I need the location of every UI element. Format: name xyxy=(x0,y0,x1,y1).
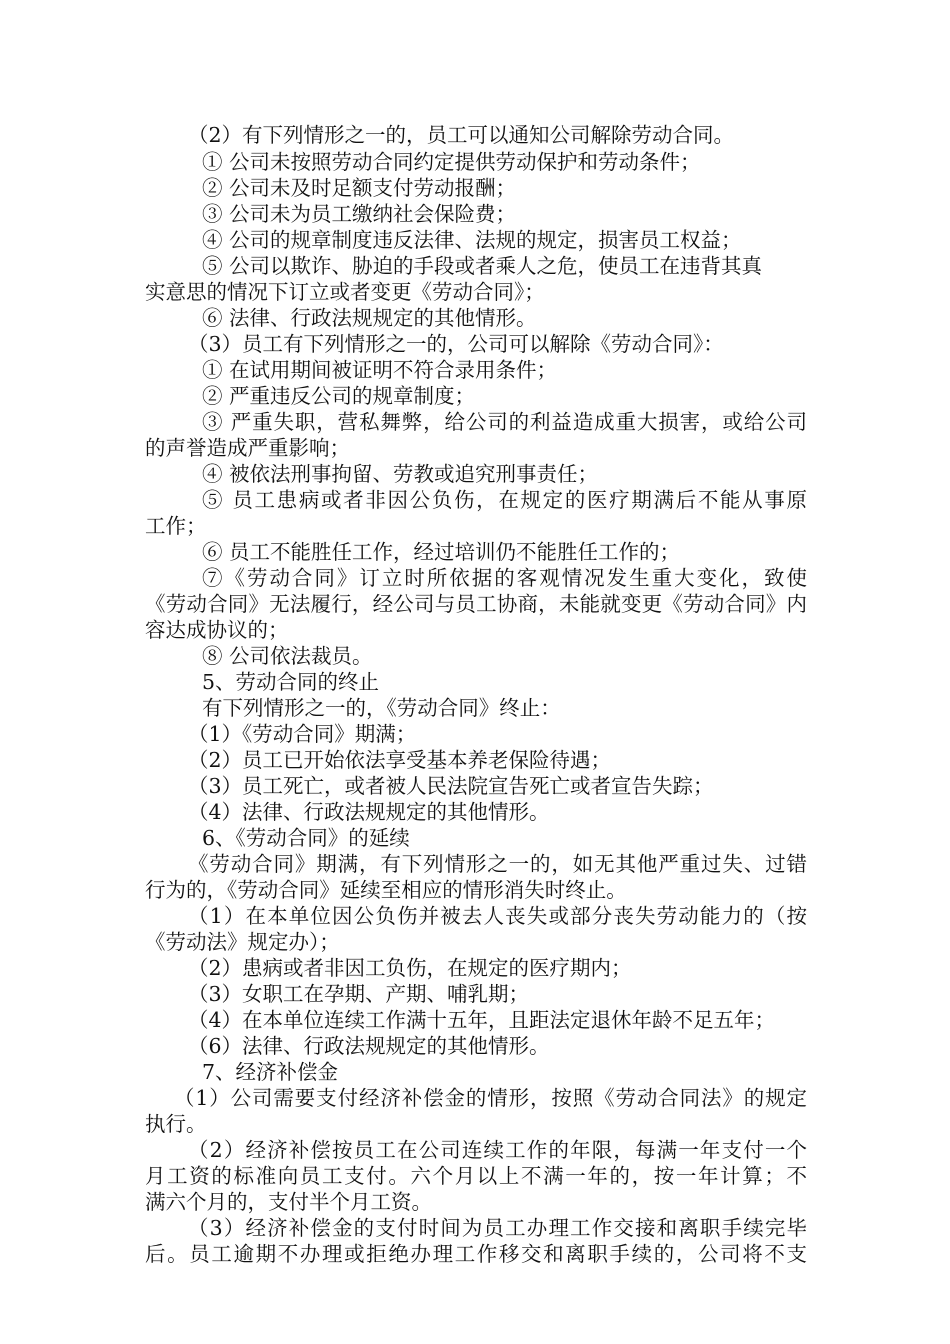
clause-3-item-5-cont: 工作； xyxy=(145,514,207,538)
clause-2-item-4: ④ 公司的规章制度违反法律、法规的规定，损害员工权益； xyxy=(202,228,742,252)
section-6-item-2: （2）患病或者非因工负伤，在规定的医疗期内； xyxy=(188,956,632,980)
clause-2-item-5-cont: 实意思的情况下订立或者变更《劳动合同》； xyxy=(145,280,545,304)
clause-3-item-3-cont: 的声誉造成严重影响； xyxy=(145,436,350,460)
clause-3-item-1: ① 在试用期间被证明不符合录用条件； xyxy=(202,358,558,382)
section-5-intro: 有下列情形之一的，《劳动合同》终止： xyxy=(202,696,561,720)
section-6-item-4: （4）在本单位连续工作满十五年，且距法定退休年龄不足五年； xyxy=(188,1008,776,1032)
section-7-item-3: （3）经济补偿金的支付时间为员工办理工作交接和离职手续完毕 xyxy=(188,1216,807,1240)
section-6-item-3: （3）女职工在孕期、产期、哺乳期； xyxy=(188,982,530,1006)
clause-2-heading: （2）有下列情形之一的，员工可以通知公司解除劳动合同。 xyxy=(188,123,735,147)
clause-2-item-2: ② 公司未及时足额支付劳动报酬； xyxy=(202,176,517,200)
clause-3-item-7-cont: 《劳动合同》无法履行，经公司与员工协商，未能就变更《劳动合同》内 xyxy=(145,592,807,616)
clause-3-item-7: ⑦《劳动合同》订立时所依据的客观情况发生重大变化，致使 xyxy=(202,566,807,590)
section-7-item-3-cont: 后。员工逾期不办理或拒绝办理工作移交和离职手续的，公司将不支 xyxy=(145,1242,807,1266)
clause-2-item-6: ⑥ 法律、行政法规规定的其他情形。 xyxy=(202,306,537,330)
clause-3-item-4: ④ 被依法刑事拘留、劳教或追究刑事责任； xyxy=(202,462,599,486)
section-7-item-1-cont: 执行。 xyxy=(145,1112,207,1136)
section-6-item-1: （1）在本单位因公负伤并被去人丧失或部分丧失劳动能力的（按 xyxy=(188,904,807,928)
section-7-item-1: （1）公司需要支付经济补偿金的情形，按照《劳动合同法》的规定 xyxy=(174,1086,807,1110)
clause-2-item-5: ⑤ 公司以欺诈、胁迫的手段或者乘人之危，使员工在违背其真 xyxy=(202,254,763,278)
section-5-item-4: （4）法律、行政法规规定的其他情形。 xyxy=(188,800,550,824)
clause-3-item-3: ③ 严重失职，营私舞弊，给公司的利益造成重大损害，或给公司 xyxy=(202,410,807,434)
clause-3-item-6: ⑥ 员工不能胜任工作，经过培训仍不能胜任工作的； xyxy=(202,540,681,564)
clause-3-heading: （3）员工有下列情形之一的，公司可以解除《劳动合同》： xyxy=(188,332,724,356)
section-6-intro: 《劳动合同》期满，有下列情形之一的，如无其他严重过失、过错 xyxy=(188,852,807,876)
section-5-item-3: （3）员工死亡，或者被人民法院宣告死亡或者宣告失踪； xyxy=(188,774,714,798)
clause-2-item-3: ③ 公司未为员工缴纳社会保险费； xyxy=(202,202,517,226)
clause-2-item-1: ① 公司未按照劳动合同约定提供劳动保护和劳动条件； xyxy=(202,150,701,174)
section-6-intro-cont: 行为的，《劳动合同》延续至相应的情形消失时终止。 xyxy=(145,878,627,902)
clause-3-item-5: ⑤ 员工患病或者非因公负伤，在规定的医疗期满后不能从事原 xyxy=(202,488,807,512)
section-6-title: 6、《劳动合同》的延续 xyxy=(202,826,410,850)
clause-3-item-7-cont-2: 容达成协议的； xyxy=(145,618,289,642)
section-6-item-1-cont: 《劳动法》规定办）； xyxy=(145,930,340,954)
section-5-item-2: （2）员工已开始依法享受基本养老保险待遇； xyxy=(188,748,612,772)
section-6-item-6: （6）法律、行政法规规定的其他情形。 xyxy=(188,1034,550,1058)
section-7-item-2: （2）经济补偿按员工在公司连续工作的年限，每满一年支付一个 xyxy=(188,1138,807,1162)
clause-3-item-8: ⑧ 公司依法裁员。 xyxy=(202,644,373,668)
section-7-item-2-cont: 月工资的标准向员工支付。六个月以上不满一年的，按一年计算；不 xyxy=(145,1164,807,1188)
clause-3-item-2: ② 严重违反公司的规章制度； xyxy=(202,384,476,408)
section-7-title: 7、经济补偿金 xyxy=(202,1060,339,1084)
section-5-title: 5、劳动合同的终止 xyxy=(202,670,380,694)
section-7-item-2-cont-2: 满六个月的，支付半个月工资。 xyxy=(145,1190,432,1214)
section-5-item-1: （1）《劳动合同》期满； xyxy=(188,722,417,746)
